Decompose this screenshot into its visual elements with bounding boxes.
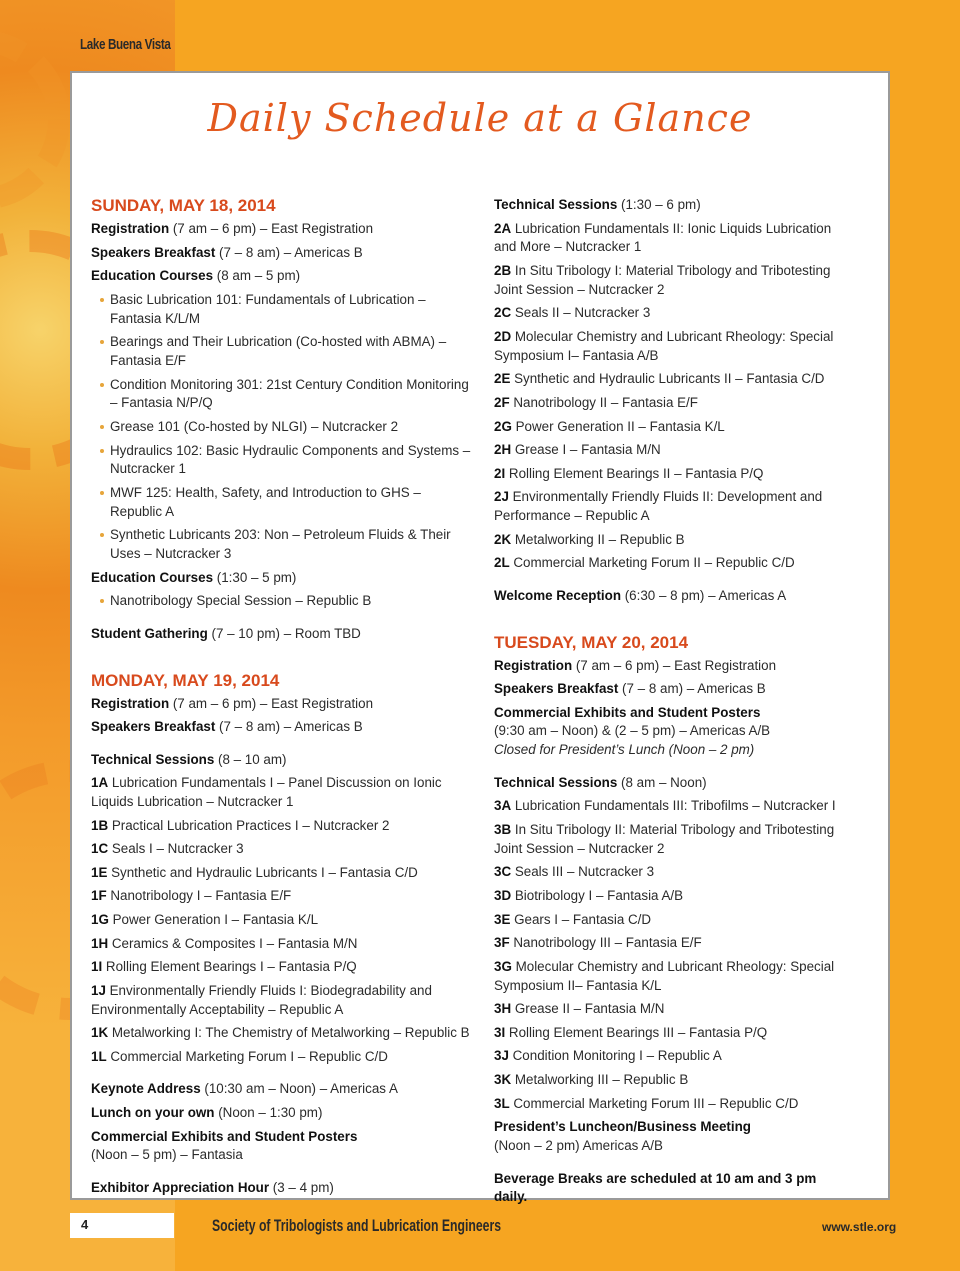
- schedule-item: President’s Luncheon/Business Meeting (Noon – 2 pm) Americas A/B: [494, 1119, 751, 1153]
- day-heading: TUESDAY, MAY 20, 2014: [494, 632, 689, 652]
- schedule-item: Welcome Reception (6:30 – 8 pm) – Americas A: [494, 587, 787, 603]
- location-label: Lake Buena Vista: [80, 36, 171, 53]
- schedule-item: Student Gathering (7 – 10 pm) – Room TBD: [91, 625, 361, 641]
- session-item: 1E Synthetic and Hydraulic Lubricants I – Fantasia C/D: [91, 864, 418, 880]
- session-item: 1B Practical Lubrication Practices I – Nutcracker 2: [91, 817, 390, 833]
- schedule-item: Commercial Exhibits and Student Posters (Noon – 5 pm) – Fantasia: [91, 1128, 358, 1163]
- schedule-item: Education Courses (8 am – 5 pm): [91, 268, 301, 284]
- beverage-breaks-note: Beverage Breaks are scheduled at 10 am and 3 pm daily.: [494, 1170, 817, 1205]
- session-item: 3D Biotribology I – Fantasia A/B: [494, 888, 684, 904]
- day-heading: MONDAY, MAY 19, 2014: [91, 670, 280, 690]
- course-item: Basic Lubrication 101: Fundamentals of Lubrication – Fantasia K/L/M: [91, 291, 476, 329]
- session-item: 2E Synthetic and Hydraulic Lubricants II – Fantasia C/D: [494, 371, 825, 387]
- session-item: 2F Nanotribology II – Fantasia E/F: [494, 394, 698, 410]
- session-item: 2C Seals II – Nutcracker 3: [494, 305, 651, 321]
- page-title: Daily Schedule at a Glance: [207, 96, 753, 140]
- right-column: [494, 196, 839, 1212]
- session-item: 1L Commercial Marketing Forum I – Republic C/D: [91, 1048, 388, 1064]
- schedule-item: Commercial Exhibits and Student Posters (9:30 am – Noon) & (2 – 5 pm) – Americas A/B Closed for President’s Lunch (Noon – 2 pm): [494, 704, 771, 758]
- session-item: 1K Metalworking I: The Chemistry of Metalworking – Republic B: [91, 1025, 470, 1041]
- session-item: 3J Condition Monitoring I – Republic A: [494, 1048, 722, 1064]
- organization-name: Society of Tribologists and Lubrication Engineers: [212, 1216, 502, 1235]
- day-heading: SUNDAY, MAY 18, 2014: [91, 196, 276, 215]
- schedule-item: Technical Sessions (8 – 10 am): [91, 751, 287, 767]
- session-item: 1C Seals I – Nutcracker 3: [91, 841, 244, 857]
- session-item: 2A Lubrication Fundamentals II: Ionic Liquids Lubrication and More – Nutcracker 1: [494, 220, 832, 255]
- session-item: 2J Environmentally Friendly Fluids II: Development and Performance – Republic A: [494, 489, 823, 524]
- course-item: Hydraulics 102: Basic Hydraulic Components and Systems – Nutcracker 1: [91, 442, 476, 480]
- schedule-item: Technical Sessions (1:30 – 6 pm): [494, 197, 701, 212]
- schedule-item: Registration (7 am – 6 pm) – East Registration: [91, 221, 374, 236]
- session-item: 3H Grease II – Fantasia M/N: [494, 1001, 665, 1017]
- left-column: [91, 196, 476, 1203]
- session-item: 3B In Situ Tribology II: Material Tribology and Tribotesting Joint Session – Nutcracker 2: [494, 822, 835, 856]
- schedule-item: Speakers Breakfast (7 – 8 am) – Americas B: [91, 719, 363, 735]
- schedule-item: Technical Sessions (8 am – Noon): [494, 774, 707, 790]
- schedule-item: Registration (7 am – 6 pm) – East Registration: [91, 695, 374, 711]
- schedule-item: Education Courses (1:30 – 5 pm): [91, 569, 297, 585]
- course-item: Condition Monitoring 301: 21st Century Condition Monitoring – Fantasia N/P/Q: [91, 376, 476, 414]
- session-item: 2H Grease I – Fantasia M/N: [494, 442, 661, 458]
- course-item: Nanotribology Special Session – Republic B: [91, 592, 476, 611]
- session-item: 3L Commercial Marketing Forum III – Republic C/D: [494, 1095, 799, 1111]
- session-item: 3K Metalworking III – Republic B: [494, 1072, 689, 1087]
- schedule-item: Speakers Breakfast (7 – 8 am) – Americas B: [91, 244, 363, 260]
- schedule-item: Speakers Breakfast (7 – 8 am) – Americas B: [494, 681, 766, 697]
- session-item: 2G Power Generation II – Fantasia K/L: [494, 418, 725, 434]
- website-link[interactable]: www.stle.org: [822, 1220, 897, 1234]
- session-item: 3A Lubrication Fundamentals III: Tribofilms – Nutcracker I: [494, 798, 836, 814]
- session-item: 3F Nanotribology III – Fantasia E/F: [494, 935, 702, 951]
- session-item: 2I Rolling Element Bearings II – Fantasia P/Q: [494, 465, 764, 481]
- course-item: Grease 101 (Co-hosted by NLGI) – Nutcracker 2: [91, 418, 476, 437]
- session-item: 2K Metalworking II – Republic B: [494, 531, 685, 547]
- session-item: 1G Power Generation I – Fantasia K/L: [91, 912, 319, 928]
- page-number: 4: [81, 1217, 89, 1232]
- session-item: 1A Lubrication Fundamentals I – Panel Discussion on Ionic Liquids Lubrication – Nutcracker 1: [91, 775, 442, 810]
- course-item: Synthetic Lubricants 203: Non – Petroleum Fluids & Their Uses – Nutcracker 3: [91, 526, 476, 564]
- session-item: 2B In Situ Tribology I: Material Tribology and Tribotesting Joint Session – Nutcracker 2: [494, 262, 831, 297]
- session-item: 2D Molecular Chemistry and Lubricant Rheology: Special Symposium I– Fantasia A/B: [494, 328, 834, 363]
- course-item: MWF 125: Health, Safety, and Introduction to GHS – Republic A: [91, 484, 476, 522]
- schedule-item: Registration (7 am – 6 pm) – East Registration: [494, 657, 777, 673]
- session-item: 3C Seals III – Nutcracker 3: [494, 864, 655, 880]
- session-item: 1I Rolling Element Bearings I – Fantasia P/Q: [91, 959, 357, 975]
- schedule-item: Exhibitor Appreciation Hour (3 – 4 pm): [91, 1179, 334, 1195]
- course-item: Bearings and Their Lubrication (Co-hosted with ABMA) – Fantasia E/F: [91, 333, 476, 371]
- session-item: 1H Ceramics & Composites I – Fantasia M/N: [91, 935, 358, 951]
- session-item: 2L Commercial Marketing Forum II – Republic C/D: [494, 555, 795, 571]
- session-item: 1J Environmentally Friendly Fluids I: Biodegradability and Environmentally Acceptability – Republic A: [91, 982, 432, 1017]
- schedule-item: Keynote Address (10:30 am – Noon) – Americas A: [91, 1081, 398, 1097]
- session-item: 1F Nanotribology I – Fantasia E/F: [91, 888, 292, 904]
- session-item: 3I Rolling Element Bearings III – Fantasia P/Q: [494, 1024, 768, 1040]
- session-item: 3G Molecular Chemistry and Lubricant Rheology: Special Symposium II– Fantasia K/L: [494, 958, 835, 993]
- session-item: 3E Gears I – Fantasia C/D: [494, 911, 652, 927]
- schedule-item: Lunch on your own (Noon – 1:30 pm): [91, 1105, 323, 1120]
